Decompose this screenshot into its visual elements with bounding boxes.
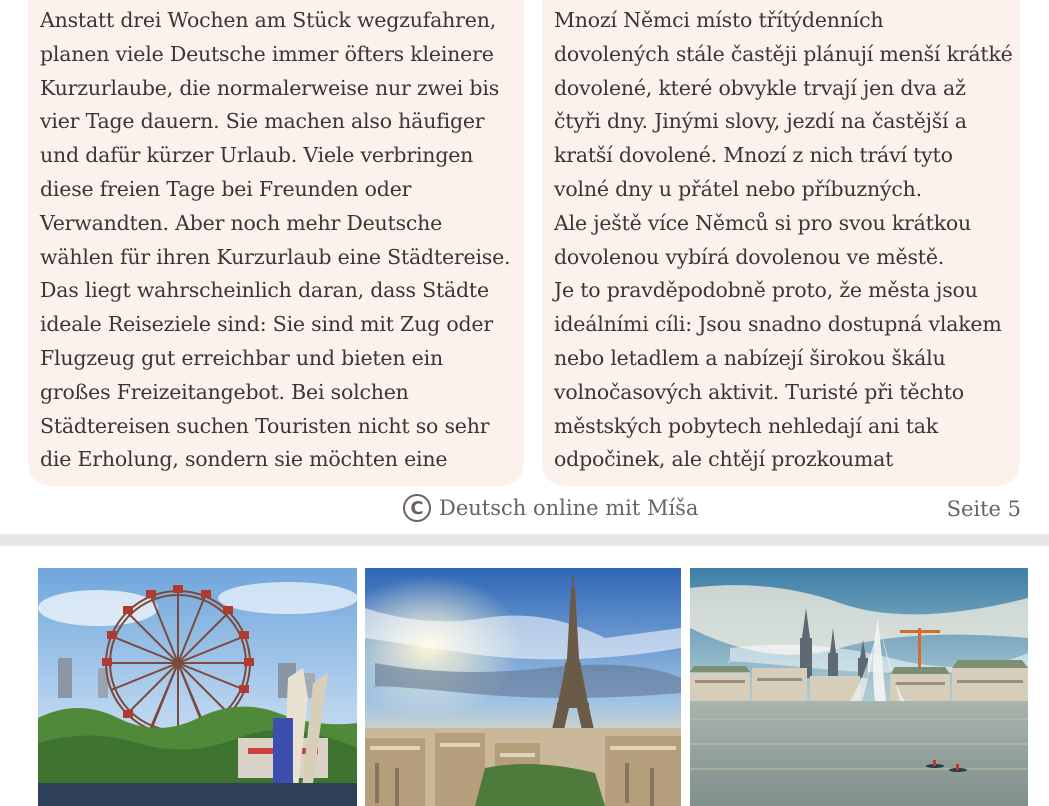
credit-text: Deutsch online mit Míša	[439, 496, 699, 520]
page-separator	[0, 534, 1049, 546]
page-footer	[0, 492, 1049, 528]
copyright-credit	[403, 494, 698, 522]
page-number: Seite 5	[946, 497, 1021, 521]
copyright-icon: C	[403, 494, 431, 522]
czech-paragraph: Mnozí Němci místo třítýdenních dovolených stále častěji plánují menší krátké dovolené, které obvykle trvají jen dva až čtyři dny. Jinými slovy, jezdí na častější a kratší dovolené. Mnozí z nich tráví tyto volné dny u přátel nebo příbuzných. Ale ještě více Němců si pro svou krátkou dovolenou vybírá dovolenou ve městě. Je to pravděpodobně proto, že města jsou ideálními cíli: Jsou snadno dostupná vlakem nebo letadlem a nabízejí širokou škálu volnočasových aktivit. Turisté při těchto městských pobytech nehledají ani tak odpočinek, ale chtějí prozkoumat	[554, 8, 1013, 472]
lake-fountain-photo	[690, 568, 1028, 806]
ferris-wheel-photo	[38, 568, 357, 806]
czech-text-box	[542, 0, 1020, 486]
german-text-box	[28, 0, 524, 486]
german-paragraph: Anstatt drei Wochen am Stück wegzufahren, planen viele Deutsche immer öfters kleinere Kurzurlaube, die normalerweise nur zwei bis vier Tage dauern. Sie machen also häufiger und dafür kürzer Urlaub. Viele verbringen diese freien Tage bei Freunden oder Verwandten. Aber noch mehr Deutsche wählen für ihren Kurzurlaub eine Städtereise. Das liegt wahrscheinlich daran, dass Städte ideale Reiseziele sind: Sie sind mit Zug oder Flugzeug gut erreichbar und bieten ein großes Freizeitangebot. Bei solchen Städtereisen suchen Touristen nicht so sehr die Erholung, sondern sie möchten eine	[40, 8, 511, 472]
eiffel-tower-photo	[365, 568, 681, 806]
